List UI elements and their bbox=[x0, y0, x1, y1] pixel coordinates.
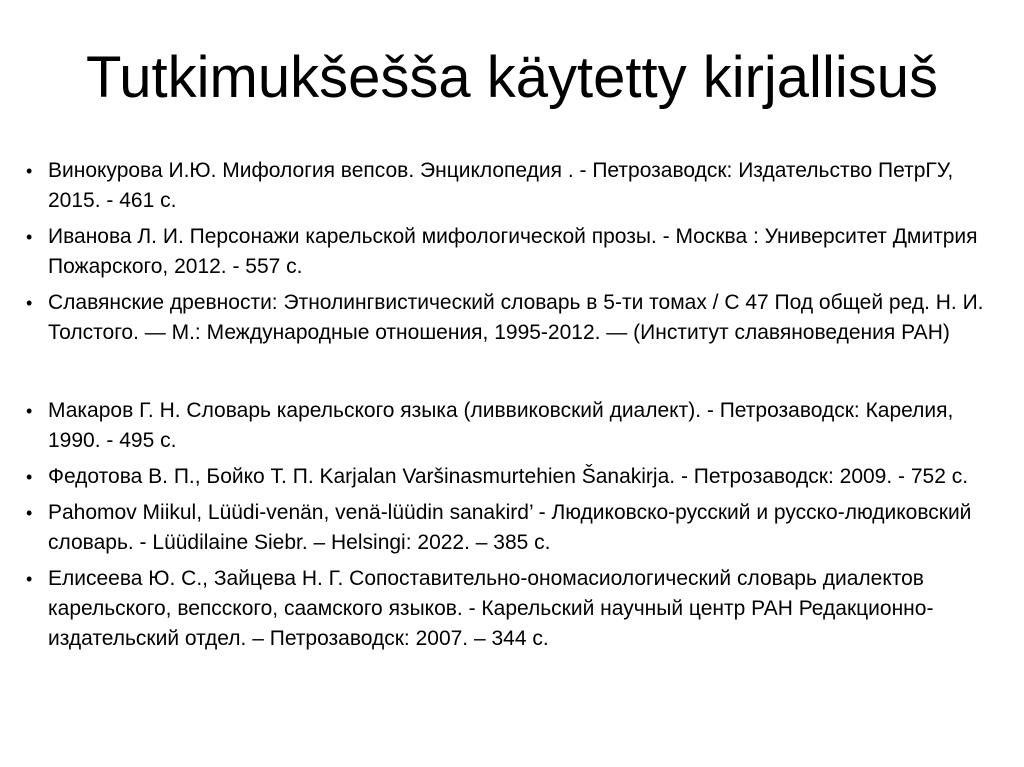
reference-item bbox=[26, 564, 1006, 654]
reference-text: Иванова Л. И. Персонажи карельской мифологической прозы. - Москва : Университет Дмитрия Пожарского, 2012. - 557 с. bbox=[48, 225, 978, 278]
bullet-icon: • bbox=[26, 503, 33, 523]
slide-title: Tutkimukšeššа käytetty kirjallisuš bbox=[86, 45, 938, 110]
bullet-icon: • bbox=[26, 293, 33, 313]
bullet-icon: • bbox=[26, 227, 33, 247]
reference-text: Федотова В. П., Бойко Т. П. Karjalan Varšinasmurtehien Šanakirja. - Петрозаводск: 2009. - 752 с. bbox=[48, 465, 969, 488]
bullet-icon: • bbox=[26, 467, 33, 487]
reference-item bbox=[26, 156, 1006, 216]
reference-text: Славянские древности: Этнолингвистический словарь в 5-ти томах / С 47 Под общей ред. Н. И. Толстого. — М.: Международные отношения, 1995-2012. — (Институт славяноведения РАН) bbox=[48, 291, 984, 344]
reference-text: Pahomov Miikul, Lüüdi-venän, venä-lüüdin sanakird’ - Людиковско-русский и русско-людиковский словарь. - Lüüdilaine Siebr. – Helsingi: 2022. – 385 с. bbox=[48, 501, 972, 554]
reference-item bbox=[26, 396, 1006, 456]
reference-item bbox=[26, 498, 1006, 558]
bullet-icon: • bbox=[26, 569, 33, 589]
reference-text: Винокурова И.Ю. Мифология вепсов. Энциклопедия . - Петрозаводск: Издательство ПетрГУ, 2015. - 461 с. bbox=[48, 159, 954, 212]
reference-list bbox=[26, 156, 1006, 660]
bullet-icon: • bbox=[26, 161, 33, 181]
bullet-icon: • bbox=[26, 401, 33, 421]
reference-text: Елисеева Ю. С., Зайцева Н. Г. Сопоставительно-ономасиологический словарь диалектов карельского, вепсского, саамского языков. - Карельский научный центр РАН Редакционно-издательский отдел. – Петрозаводск: 2007. – 344 с. bbox=[48, 567, 934, 650]
reference-item bbox=[26, 462, 1006, 492]
reference-text: Макаров Г. Н. Словарь карельского языка (ливвиковский диалект). - Петрозаводск: Карелия, 1990. - 495 с. bbox=[48, 399, 954, 452]
reference-item bbox=[26, 288, 1006, 348]
reference-item bbox=[26, 222, 1006, 282]
